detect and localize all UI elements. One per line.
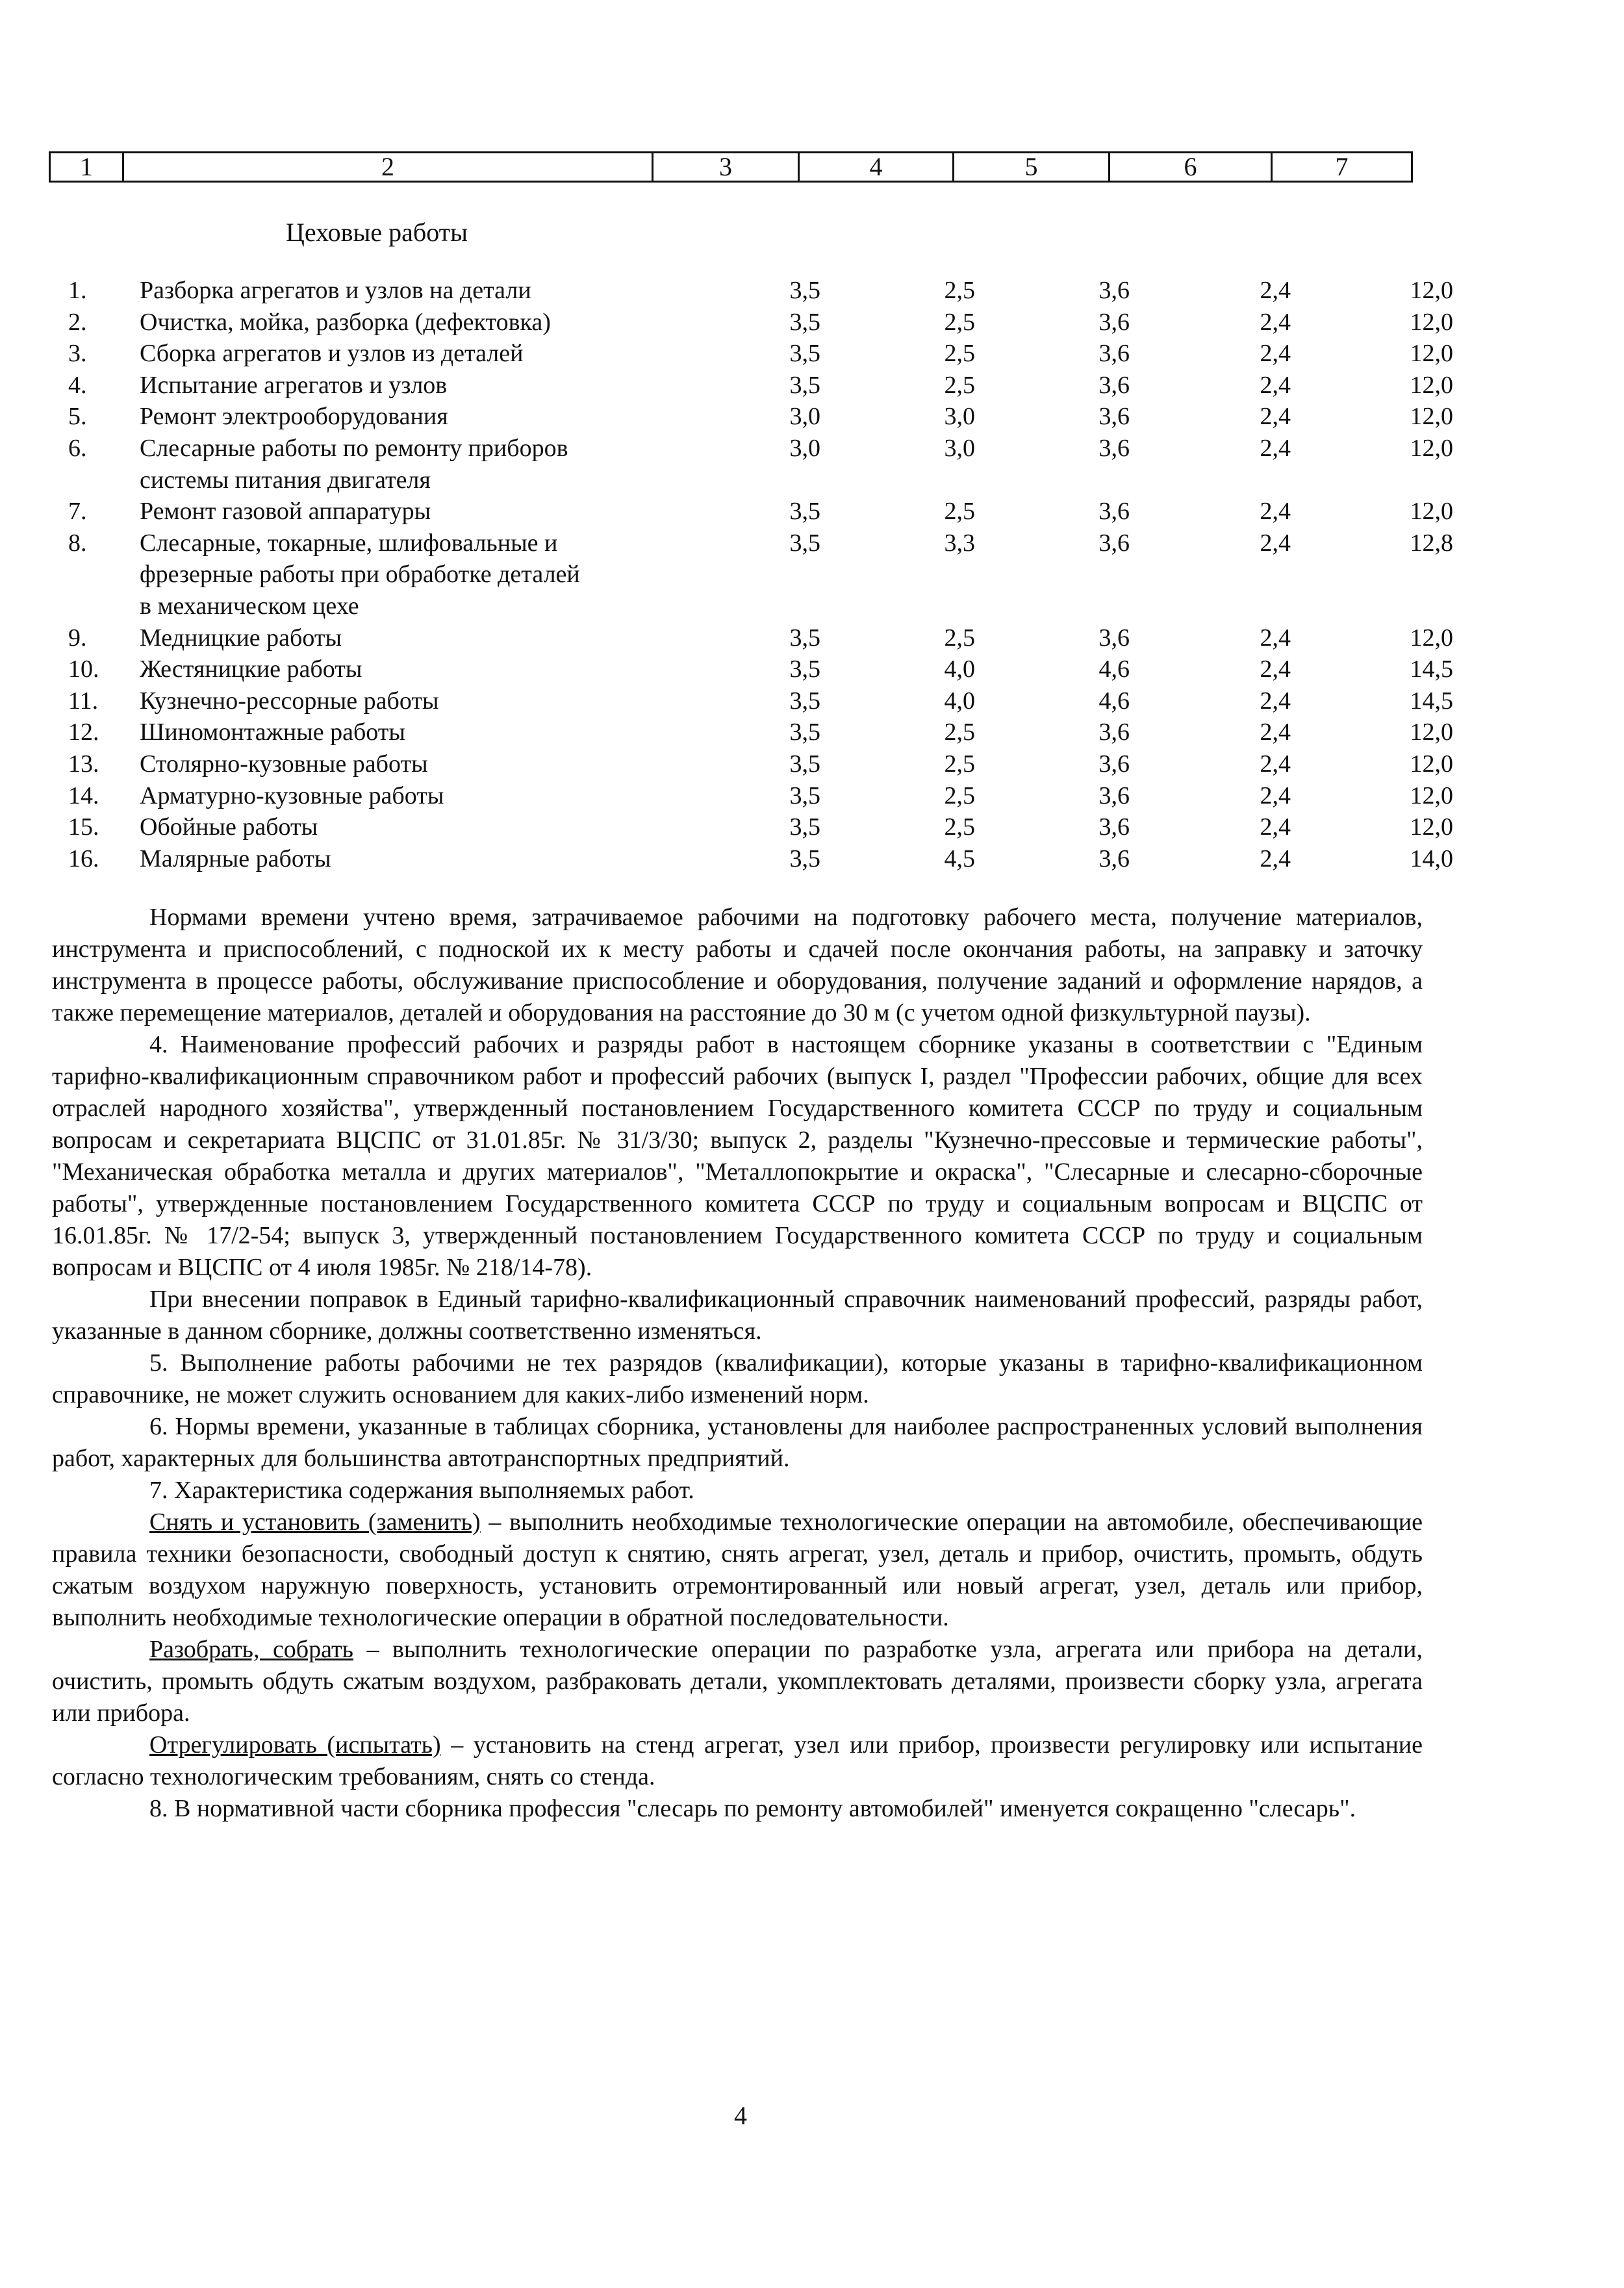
value-col-4 — [820, 559, 975, 591]
table-row — [68, 528, 1453, 559]
value-col-5 — [975, 559, 1130, 591]
value-col-6 — [1130, 591, 1291, 622]
value-col-5: 3,6 — [1098, 845, 1130, 872]
value-col-7: 12,0 — [1410, 340, 1453, 368]
value-col-5: 3,6 — [1098, 277, 1130, 304]
table-row — [68, 307, 1453, 338]
table-row-continuation — [68, 591, 1419, 622]
row-number: 4. — [68, 371, 87, 399]
definition-disassemble: – выполнить технологические операции по разработке узла, агрегата или прибора на детали, очистить, промыть обдуть сжатым воздухом, разбраковать детали, укомплектовать деталями, произвести сборку узла, агрегата или прибора. — [52, 1636, 1423, 1727]
value-col-5: 3,6 — [1098, 434, 1130, 462]
value-col-6: 2,4 — [1260, 277, 1291, 304]
term-adjust: Отрегулировать (испытать) — [149, 1731, 441, 1759]
row-number: 15. — [68, 813, 99, 841]
row-number: 5. — [68, 403, 87, 431]
row-number: 3. — [68, 340, 87, 368]
value-col-7: 14,5 — [1410, 687, 1453, 715]
table-row — [68, 401, 1453, 433]
value-col-7: 12,0 — [1410, 498, 1453, 526]
value-col-3 — [718, 559, 820, 591]
column-number-1: 1 — [80, 152, 93, 181]
value-col-4: 4,5 — [944, 845, 975, 872]
value-col-4: 4,0 — [944, 687, 975, 715]
work-name: системы питания двигателя — [140, 466, 431, 494]
value-col-5: 3,6 — [1098, 308, 1130, 336]
value-col-4: 3,0 — [944, 434, 975, 462]
value-col-6: 2,4 — [1260, 845, 1291, 872]
column-number-7: 7 — [1271, 153, 1411, 181]
value-col-4: 2,5 — [944, 750, 975, 778]
value-col-4: 2,5 — [944, 498, 975, 526]
column-number-6: 6 — [1108, 153, 1271, 181]
value-col-4: 2,5 — [944, 277, 975, 304]
table-row — [68, 717, 1453, 748]
table-row — [68, 338, 1453, 370]
paragraph-adjust — [52, 1729, 1423, 1793]
work-name: Арматурно-кузовные работы — [140, 782, 444, 809]
body-text — [52, 902, 1423, 1825]
value-col-7: 12,0 — [1410, 277, 1453, 304]
value-col-3: 3,5 — [789, 813, 820, 841]
paragraph-amendments: При внесении поправок в Единый тарифно-квалификационный справочник наименований профессий, разряды работ, указанные в данном сборнике, должны соответственно изменяться. — [52, 1286, 1423, 1345]
value-col-6: 2,4 — [1260, 750, 1291, 778]
value-col-3: 3,5 — [789, 655, 820, 683]
value-col-3: 3,5 — [789, 687, 820, 715]
work-name: Ремонт газовой аппаратуры — [140, 498, 431, 526]
work-name: Обойные работы — [140, 813, 318, 841]
value-col-3: 3,5 — [789, 718, 820, 746]
value-col-4: 2,5 — [944, 371, 975, 399]
column-number-2: 2 — [122, 153, 652, 181]
value-col-6 — [1130, 559, 1291, 591]
paragraph-characteristics: 7. Характеристика содержания выполняемых работ. — [149, 1477, 694, 1504]
value-col-7: 12,0 — [1410, 624, 1453, 652]
row-number: 1. — [68, 277, 87, 304]
value-col-3: 3,5 — [789, 498, 820, 526]
value-col-6: 2,4 — [1260, 655, 1291, 683]
value-col-6: 2,4 — [1260, 340, 1291, 368]
table-row — [68, 433, 1453, 464]
value-col-5: 3,6 — [1098, 371, 1130, 399]
value-col-4 — [820, 464, 975, 496]
value-col-5 — [975, 591, 1130, 622]
value-col-4: 2,5 — [944, 308, 975, 336]
work-name: Разборка агрегатов и узлов на детали — [140, 277, 531, 304]
work-name: Сборка агрегатов и узлов из деталей — [140, 340, 524, 368]
table-row — [68, 370, 1453, 401]
paragraph-locksmith: 8. В нормативной части сборника профессия "слесарь по ремонту автомобилей" именуется сокращенно "слесарь". — [149, 1795, 1356, 1822]
value-col-3: 3,5 — [789, 624, 820, 652]
column-number-4: 4 — [798, 153, 952, 181]
value-col-4 — [820, 591, 975, 622]
paragraph-professions: 4. Наименование профессий рабочих и разряды работ в настоящем сборнике указаны в соответствии с "Единым тарифно-квалификационным справочником работ и профессий рабочих (выпуск I, раздел "Профессии рабочих, общие для всех отраслей народного хозяйства", утвержденный постановлением Государственного комитета СССР по труду и социальным вопросам и секретариата ВЦСПС от 31.01.85г. № 31/3/30; выпуск 2, разделы "Кузнечно-прессовые и термические работы", "Механическая обработка металла и других материалов", "Металлопокрытие и окраска", "Слесарные и слесарно-сборочные работы", утвержденные постановлением Государственного комитета СССР по труду и социальным вопросам и ВЦСПС от 16.01.85г. № 17/2-54; выпуск 3, утвержденный постановлением Государственного комитета СССР по труду и социальным вопросам и ВЦСПС от 4 июля 1985г. № 218/14-78). — [52, 1031, 1423, 1281]
column-number-header — [49, 151, 1413, 183]
value-col-6 — [1130, 464, 1291, 496]
value-col-3: 3,5 — [789, 340, 820, 368]
value-col-4: 4,0 — [944, 655, 975, 683]
row-number: 10. — [68, 655, 99, 683]
value-col-5: 3,6 — [1098, 750, 1130, 778]
value-col-4: 2,5 — [944, 340, 975, 368]
value-col-3: 3,5 — [789, 845, 820, 872]
row-number: 12. — [68, 718, 99, 746]
work-name: Жестяницкие работы — [140, 655, 362, 683]
row-number: 11. — [68, 687, 99, 715]
value-col-5: 3,6 — [1098, 813, 1130, 841]
work-name: Ремонт электрооборудования — [140, 403, 448, 431]
value-col-3: 3,0 — [789, 434, 820, 462]
row-number: 8. — [68, 529, 87, 557]
section-title: Цеховые работы — [286, 218, 468, 247]
value-col-7: 12,0 — [1410, 782, 1453, 809]
value-col-4: 3,0 — [944, 403, 975, 431]
value-col-7: 14,5 — [1410, 655, 1453, 683]
term-remove-install: Снять и установить (заменить) — [149, 1508, 481, 1536]
value-col-6: 2,4 — [1260, 687, 1291, 715]
value-col-3: 3,5 — [789, 277, 820, 304]
value-col-6: 2,4 — [1260, 813, 1291, 841]
table-row — [68, 496, 1453, 528]
value-col-6: 2,4 — [1260, 718, 1291, 746]
row-number: 14. — [68, 782, 99, 809]
table-row — [68, 811, 1453, 843]
work-name: Медницкие работы — [140, 624, 342, 652]
table-row-continuation — [68, 559, 1419, 591]
value-col-6: 2,4 — [1260, 403, 1291, 431]
row-number: 13. — [68, 750, 99, 778]
work-name: в механическом цехе — [140, 592, 359, 620]
value-col-7 — [1291, 591, 1453, 622]
value-col-5: 3,6 — [1098, 782, 1130, 809]
row-number: 7. — [68, 498, 87, 526]
paragraph-time-norms: Нормами времени учтено время, затрачиваемое рабочими на подготовку рабочего места, получение материалов, инструмента и приспособлений, с подноской их к месту работы и сдачей после окончания работы, на заправку и заточку инструмента в процессе работы, обслуживание приспособление и оборудования, получение заданий и оформление нарядов, а также перемещение материалов, деталей и оборудования на расстояние до 30 м (с учетом одной физкультурной паузы). — [52, 904, 1423, 1026]
value-col-5 — [975, 464, 1130, 496]
table-row — [68, 275, 1453, 307]
work-name: Очистка, мойка, разборка (дефектовка) — [140, 308, 551, 336]
value-col-7: 12,0 — [1410, 718, 1453, 746]
value-col-3: 3,5 — [789, 782, 820, 809]
table-row — [68, 748, 1453, 780]
value-col-7: 12,0 — [1410, 371, 1453, 399]
table-row — [68, 654, 1453, 685]
work-name: Испытание агрегатов и узлов — [140, 371, 448, 399]
value-col-5: 4,6 — [1098, 687, 1130, 715]
value-col-3: 3,5 — [789, 308, 820, 336]
value-col-7: 12,8 — [1410, 529, 1453, 557]
value-col-7: 12,0 — [1410, 750, 1453, 778]
value-col-5: 3,6 — [1098, 718, 1130, 746]
value-col-5: 4,6 — [1098, 655, 1130, 683]
table-row — [68, 685, 1453, 717]
work-name: Слесарные, токарные, шлифовальные и — [140, 529, 558, 557]
value-col-6: 2,4 — [1260, 624, 1291, 652]
value-col-4: 3,3 — [944, 529, 975, 557]
work-name: Слесарные работы по ремонту приборов — [140, 434, 568, 462]
row-number: 16. — [68, 845, 99, 872]
table-row — [68, 622, 1453, 654]
table-row — [68, 843, 1453, 875]
value-col-7 — [1291, 559, 1453, 591]
row-number: 2. — [68, 308, 87, 336]
row-number — [68, 559, 140, 591]
work-name: Шиномонтажные работы — [140, 718, 405, 746]
works-table — [68, 275, 1453, 874]
value-col-5: 3,6 — [1098, 498, 1130, 526]
value-col-3: 3,5 — [789, 371, 820, 399]
value-col-6: 2,4 — [1260, 782, 1291, 809]
table-row-continuation — [68, 464, 1419, 496]
value-col-4: 2,5 — [944, 782, 975, 809]
value-col-5: 3,6 — [1098, 403, 1130, 431]
value-col-7: 12,0 — [1410, 308, 1453, 336]
value-col-7: 12,0 — [1410, 403, 1453, 431]
value-col-4: 2,5 — [944, 813, 975, 841]
value-col-6: 2,4 — [1260, 371, 1291, 399]
row-number — [68, 591, 140, 622]
value-col-4: 2,5 — [944, 718, 975, 746]
page-number: 4 — [734, 2101, 747, 2130]
paragraph-disassemble — [52, 1634, 1423, 1729]
term-disassemble: Разобрать, собрать — [149, 1636, 353, 1663]
value-col-6: 2,4 — [1260, 529, 1291, 557]
value-col-7: 12,0 — [1410, 813, 1453, 841]
column-number-5: 5 — [952, 153, 1108, 181]
value-col-6: 2,4 — [1260, 498, 1291, 526]
value-col-7: 14,0 — [1410, 845, 1453, 872]
work-name: Кузнечно-рессорные работы — [140, 687, 439, 715]
paragraph-remove-install — [52, 1506, 1423, 1634]
value-col-7: 12,0 — [1410, 434, 1453, 462]
work-name: фрезерные работы при обработке деталей — [140, 561, 580, 589]
work-name: Столярно-кузовные работы — [140, 750, 428, 778]
value-col-6: 2,4 — [1260, 434, 1291, 462]
work-name: Малярные работы — [140, 845, 331, 872]
definition-adjust: – установить на стенд агрегат, узел или прибор, произвести регулировку или испытание согласно технологическим требованиям, снять со стенда. — [52, 1731, 1423, 1790]
column-number-3: 3 — [652, 153, 798, 181]
paragraph-conditions: 6. Нормы времени, указанные в таблицах сборника, установлены для наиболее распространенных условий выполнения работ, характерных для большинства автотранспортных предприятий. — [52, 1413, 1423, 1472]
row-number — [68, 464, 140, 496]
row-number: 6. — [68, 434, 87, 462]
value-col-3 — [718, 591, 820, 622]
value-col-3 — [718, 464, 820, 496]
value-col-3: 3,5 — [789, 750, 820, 778]
value-col-3: 3,5 — [789, 529, 820, 557]
value-col-4: 2,5 — [944, 624, 975, 652]
value-col-5: 3,6 — [1098, 340, 1130, 368]
definition-remove-install: – выполнить необходимые технологические операции на автомобиле, обеспечивающие правила техники безопасности, свободный доступ к снятию, снять агрегат, узел, деталь и прибор, очистить, промыть, обдуть сжатым воздухом наружную поверхность, установить отремонтированный или новый агрегат, узел, деталь или прибор, выполнить необходимые технологические операции в обратной последовательности. — [52, 1508, 1423, 1631]
value-col-5: 3,6 — [1098, 529, 1130, 557]
value-col-3: 3,0 — [789, 403, 820, 431]
table-row — [68, 780, 1453, 812]
row-number: 9. — [68, 624, 87, 652]
value-col-6: 2,4 — [1260, 308, 1291, 336]
paragraph-qualification: 5. Выполнение работы рабочими не тех разрядов (квалификации), которые указаны в тарифно-квалификационном справочнике, не может служить основанием для каких-либо изменений норм. — [52, 1349, 1423, 1408]
value-col-5: 3,6 — [1098, 624, 1130, 652]
value-col-7 — [1291, 464, 1453, 496]
